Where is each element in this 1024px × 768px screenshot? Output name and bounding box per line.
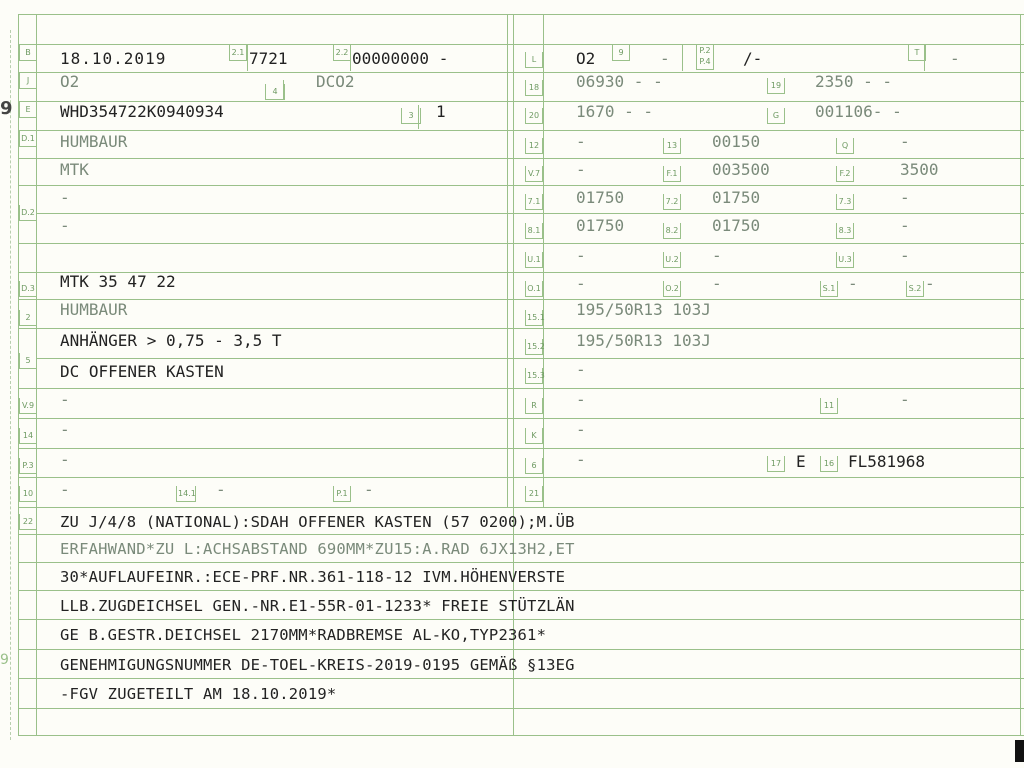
field-13: 00150 bbox=[712, 132, 761, 151]
label-q: Q bbox=[836, 138, 854, 154]
label-22: 22 bbox=[19, 514, 37, 530]
label-8-2: 8.2 bbox=[663, 223, 681, 239]
label-2: 2 bbox=[19, 310, 37, 326]
label-o2: O.2 bbox=[663, 281, 681, 297]
label-18: 18 bbox=[525, 80, 543, 96]
label-d1: D.1 bbox=[19, 131, 37, 147]
label-r: R bbox=[525, 398, 543, 414]
field-20: 1670 - - bbox=[576, 102, 654, 121]
label-10: 10 bbox=[19, 486, 37, 502]
field-s1: - bbox=[848, 274, 858, 293]
label-16: 16 bbox=[820, 456, 838, 472]
field-2-2: 00000000 - bbox=[352, 49, 449, 68]
label-8-3: 8.3 bbox=[836, 223, 854, 239]
label-2-1: 2.1 bbox=[229, 45, 247, 61]
label-17: 17 bbox=[767, 456, 785, 472]
field-q: - bbox=[900, 132, 910, 151]
field-15-1: 195/50R13 103J bbox=[576, 300, 711, 319]
label-8-1: 8.1 bbox=[525, 223, 543, 239]
label-g: G bbox=[767, 108, 785, 124]
field-18: 06930 - - bbox=[576, 72, 663, 91]
label-7-1: 7.1 bbox=[525, 194, 543, 210]
field-10: - bbox=[60, 480, 70, 499]
field-7-1: 01750 bbox=[576, 188, 625, 207]
field-19: 2350 - - bbox=[815, 72, 893, 91]
label-d3: D.3 bbox=[19, 281, 37, 297]
field-14: - bbox=[60, 420, 70, 439]
field-u2: - bbox=[712, 246, 722, 265]
field-t: - bbox=[950, 49, 960, 68]
field-5-body: DC OFFENER KASTEN bbox=[60, 362, 224, 381]
remark-line: LLB.ZUGDEICHSEL GEN.-NR.E1-55R-01-1233* FREIE STÜTZLÄN bbox=[60, 597, 575, 615]
label-7-3: 7.3 bbox=[836, 194, 854, 210]
field-8-1: 01750 bbox=[576, 216, 625, 235]
field-9: - bbox=[660, 49, 670, 68]
label-20: 20 bbox=[525, 108, 543, 124]
scan-edge-mark bbox=[1015, 740, 1024, 762]
label-v7: V.7 bbox=[525, 166, 543, 182]
field-u1: - bbox=[576, 246, 586, 265]
field-o2: - bbox=[712, 274, 722, 293]
field-r: - bbox=[576, 390, 586, 409]
margin-number: 9 bbox=[0, 652, 9, 668]
label-13: 13 bbox=[663, 138, 681, 154]
field-u3: - bbox=[900, 246, 910, 265]
remark-line: GENEHMIGUNGSNUMMER DE-TOEL-KREIS-2019-0195 GEMÄß §13EG bbox=[60, 656, 575, 674]
remark-line: ZU J/4/8 (NATIONAL):SDAH OFFENER KASTEN (57 0200);M.ÜB bbox=[60, 513, 575, 531]
field-7-3: - bbox=[900, 188, 910, 207]
field-2-class: ANHÄNGER > 0,75 - 3,5 T bbox=[60, 331, 282, 350]
label-7-2: 7.2 bbox=[663, 194, 681, 210]
field-d3: MTK 35 47 22 bbox=[60, 272, 176, 291]
field-d2-a: - bbox=[60, 188, 70, 207]
label-d2: D.2 bbox=[19, 205, 37, 221]
label-b: B bbox=[19, 45, 37, 61]
field-3: 1 bbox=[436, 102, 446, 121]
field-j: O2 bbox=[60, 72, 80, 91]
remark-line: 30*AUFLAUFEINR.:ECE-PRF.NR.361-118-12 IVM.HÖHENVERSTE bbox=[60, 568, 566, 586]
label-14: 14 bbox=[19, 428, 37, 444]
label-11: 11 bbox=[820, 398, 838, 414]
label-k: K bbox=[525, 428, 543, 444]
remark-line: GE B.GESTR.DEICHSEL 2170MM*RADBREMSE AL-KO,TYP2361* bbox=[60, 626, 547, 644]
field-2-1: 7721 bbox=[249, 49, 288, 68]
label-u2: U.2 bbox=[663, 252, 681, 268]
remark-line: -FGV ZUGETEILT AM 18.10.2019* bbox=[60, 685, 337, 703]
label-15-2: 15.2 bbox=[525, 339, 543, 355]
field-d1-make: HUMBAUR bbox=[60, 132, 128, 151]
field-d2-b: - bbox=[60, 216, 70, 235]
field-o1: - bbox=[576, 274, 586, 293]
label-u3: U.3 bbox=[836, 252, 854, 268]
field-p3: - bbox=[60, 450, 70, 469]
label-l: L bbox=[525, 52, 543, 68]
field-d1-type: MTK bbox=[60, 160, 89, 179]
field-2-make: HUMBAUR bbox=[60, 300, 128, 319]
field-b-date: 18.10.2019 bbox=[60, 49, 167, 68]
label-o1: O.1 bbox=[525, 281, 543, 297]
label-14-1: 14.1 bbox=[176, 486, 196, 502]
field-6: - bbox=[576, 450, 586, 469]
label-s2: S.2 bbox=[906, 281, 924, 297]
label-2-2: 2.2 bbox=[333, 45, 351, 61]
field-p1: - bbox=[364, 480, 374, 499]
remark-line: ERFAHWAND*ZU L:ACHSABSTAND 690MM*ZU15:A.RAD 6JX13H2,ET bbox=[60, 540, 575, 558]
label-9: 9 bbox=[612, 45, 630, 61]
label-v9: V.9 bbox=[19, 398, 37, 414]
label-4: 4 bbox=[265, 84, 285, 100]
label-p1: P.1 bbox=[333, 486, 351, 502]
label-15-1: 15.1 bbox=[525, 310, 543, 326]
field-16: FL581968 bbox=[848, 452, 926, 471]
field-8-2: 01750 bbox=[712, 216, 761, 235]
label-19: 19 bbox=[767, 78, 785, 94]
field-15-2: 195/50R13 103J bbox=[576, 331, 711, 350]
field-v9: - bbox=[60, 390, 70, 409]
label-15-3: 15.3 bbox=[525, 368, 543, 384]
label-p3: P.3 bbox=[19, 458, 37, 474]
field-v7: - bbox=[576, 160, 586, 179]
label-6: 6 bbox=[525, 458, 543, 474]
label-e: E bbox=[19, 102, 37, 118]
field-l: O2 bbox=[576, 49, 596, 68]
label-21: 21 bbox=[525, 486, 543, 502]
field-17: E bbox=[796, 452, 806, 471]
label-u1: U.1 bbox=[525, 252, 543, 268]
label-t: T bbox=[908, 45, 926, 61]
field-k: - bbox=[576, 420, 586, 439]
label-f1: F.1 bbox=[663, 166, 681, 182]
label-p2-p4: P.2 P.4 bbox=[696, 45, 714, 70]
field-7-2: 01750 bbox=[712, 188, 761, 207]
field-g: 001106- - bbox=[815, 102, 902, 121]
field-f2: 3500 bbox=[900, 160, 939, 179]
field-11: - bbox=[900, 390, 910, 409]
label-12: 12 bbox=[525, 138, 543, 154]
label-j: J bbox=[19, 73, 37, 89]
margin-number: 9 bbox=[0, 98, 13, 119]
field-f1: 003500 bbox=[712, 160, 770, 179]
label-f2: F.2 bbox=[836, 166, 854, 182]
field-4: DCO2 bbox=[316, 72, 355, 91]
label-3: 3 bbox=[401, 108, 421, 124]
label-s1: S.1 bbox=[820, 281, 838, 297]
field-p2-p4: /- bbox=[743, 49, 763, 68]
field-14-1: - bbox=[216, 480, 226, 499]
field-15-3: - bbox=[576, 360, 586, 379]
label-5: 5 bbox=[19, 353, 37, 369]
field-12: - bbox=[576, 132, 586, 151]
field-8-3: - bbox=[900, 216, 910, 235]
field-e-vin: WHD354722K0940934 bbox=[60, 102, 224, 121]
field-s2: - bbox=[925, 274, 935, 293]
